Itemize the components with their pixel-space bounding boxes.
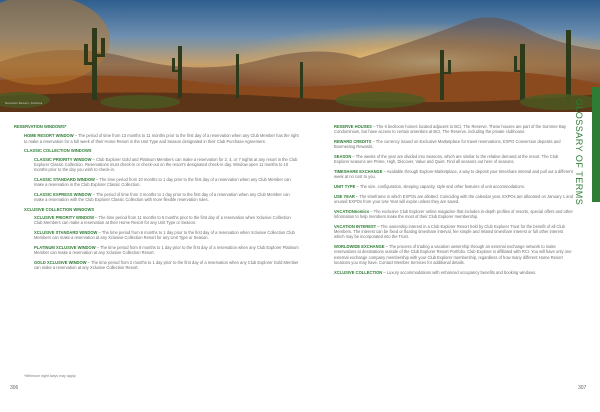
page-number-left: 306 xyxy=(10,385,19,391)
glossary-entry xyxy=(334,124,574,135)
photo-caption: Sonoran Desert, Arizona xyxy=(5,101,43,105)
definition: – The weeks of the year are divided into Seasons, which are similar to the relative demand at the resort. The Club Explorer seasons are Prime, High, Discover, Value and Quiet. Find all seasons out here of seasons. xyxy=(334,154,559,165)
classic-collection-heading: CLASSIC COLLECTION WINDOWS xyxy=(24,148,92,154)
glossary-entry xyxy=(334,244,574,265)
xclusive-collection-heading: XCLUSIVE COLLECTION WINDOWS xyxy=(24,206,95,212)
definition: – The ownership interest in a Club Explorer Resort held by Club Explorer Trust for the benefit of all Club Members. The interest can be fixed or floating timeshare interval, fee simple and related timeshare interest or full other interest which may be incorporated into the Trust. xyxy=(334,223,565,240)
term: HOME RESORT WINDOW xyxy=(24,133,74,139)
platinum-xclusive-entry xyxy=(14,245,300,256)
term: REWARD CREDITS xyxy=(334,139,372,144)
definition: – The exclusive Club Explorer online magazine that includes in-depth profiles of resorts, special offers and other information to help members make the most of their Club Explorer membership. xyxy=(334,208,573,219)
definition: – The currency issued on Exclusive Marketplace for travel reservations, EXPO Conversion deposits and Boomerang Rewards. xyxy=(334,139,561,150)
home-resort-window-entry xyxy=(14,133,300,144)
glossary-entry xyxy=(334,184,574,189)
term: RESERVE HOUSES xyxy=(334,124,372,129)
xclusive-standard-entry xyxy=(14,230,300,241)
reservation-windows-heading: RESERVATION WINDOWS* xyxy=(14,124,67,129)
definition: – Luxury accommodations with enhanced occupancy benefits and booking windows. xyxy=(382,269,537,275)
definition: – The time period from 2 months to 1 day prior to the first day of a reservation when any Club Explorer Gold Member can make a reservation at any Xclusive Collection Resort. xyxy=(34,260,299,271)
desert-landscape-image xyxy=(0,0,600,112)
term: VACATIONnomics xyxy=(334,208,370,214)
term: USE YEAR xyxy=(334,193,355,199)
term: CLASSIC STANDARD WINDOW xyxy=(34,176,95,182)
definition: – The time period from 10 months to 1 day prior to the first day of a reservation when any Club Member can make a reservation in the Club Explorer Classic Collection. xyxy=(34,176,291,187)
term: GOLD XCLUSIVE WINDOW xyxy=(34,260,87,265)
term: CLASSIC PRIORITY WINDOW xyxy=(34,156,92,162)
definition: – The time period from 8 months to 1 day prior to the first day of a reservation when any Club Explorer Platinum Member can make a reservation at any Xclusive Collection Resort. xyxy=(34,245,299,256)
definition: – Club Explorer Gold and Platinum Members can make a reservation for 2, 4, or 7 nights at any resort in the Club Explorer Classic Collection. Reservations must check-in or check-out on the resort's designated check-in day. Window open 11 months to 10 months prior to the day you wish to check-in. xyxy=(34,156,298,172)
definition: – The time period from 11 months to 6 months prior to the first day of a reservation when Xclusive Collection Club Members can make a reservation at their Home Resort for any Unit Type or Season. xyxy=(34,215,291,226)
definition: – The size, configuration, sleeping capacity, style and other features of unit accommodations. xyxy=(355,184,525,189)
classic-priority-entry xyxy=(14,157,300,173)
glossary-entry xyxy=(334,224,574,240)
term: TIMESHARE EXCHANGE xyxy=(334,169,383,174)
term: XCLUSIVE STANDARD WINDOW xyxy=(34,230,98,235)
term: XCLUSIVE PRIORITY WINDOW xyxy=(34,215,94,220)
glossary-entry xyxy=(334,194,574,205)
term: VACATION INTEREST xyxy=(334,223,377,229)
header-photo xyxy=(0,0,600,112)
term: WORLDWIDE EXCHANGE xyxy=(334,244,385,249)
definition: – The timeframe in which EXPOs are allotted. Coinciding with the calendar year, EXPOs are allocated on January 1 and unused EXPOs from your Use Year will expire unless they are saved. xyxy=(334,193,574,204)
xclusive-priority-entry xyxy=(14,215,300,226)
glossary-entry xyxy=(334,169,574,180)
term: UNIT TYPE xyxy=(334,184,356,189)
term: CLASSIC EXPRESS WINDOW xyxy=(34,191,92,197)
term: SEASON xyxy=(334,154,352,159)
left-page xyxy=(14,124,300,275)
definition: – Available through Explore Marketplace, a way to deposit your timeshare interval and pull out a different week at no cost to you. xyxy=(334,169,573,180)
definition: – The process of trading a vacation ownership through an external exchange network to make reservations at destinations outside of the Club Explorer Resort Portfolio. Club Explorer is affiliated with RCI. You will have only one external exchange company membership with your Club Explorer membership, regardless of how many different Home Resort locations you may have. Contact Member Services for additional details. xyxy=(334,244,572,265)
glossary-entry xyxy=(334,270,574,275)
chapter-tab xyxy=(592,87,600,202)
term: XCLUSIVE COLLECTION xyxy=(334,269,383,275)
glossary-entry xyxy=(334,209,574,220)
gold-xclusive-entry xyxy=(14,260,300,271)
classic-express-entry xyxy=(14,192,300,203)
definition: – The 6 bedroom homes located adjacent to BCI, The Reserve. These houses are part of the Summer Bay Condominium, but have access to certain amenities at BCI, The Reserve, including the private clubhouse. xyxy=(334,124,567,135)
glossary-vertical-title: GLOSSARY OF TERMS xyxy=(574,98,584,206)
page-number-right: 307 xyxy=(578,385,587,391)
definition: – The period of time from 3 months to 1 day prior to the first day of a reservation when any Club Member can make a reservation with the Club Explorer Classic Collection with more flexible reservation rules. xyxy=(34,191,290,202)
footnote: *Minimum night stays may apply. xyxy=(24,374,77,378)
definition: – The time period from 6 months to 1 day prior to the first day of a reservation when Xclusive Collection Club Members can make a reservation at any Xclusive Collection Resort for any Unit Type or Season. xyxy=(34,230,295,241)
right-page xyxy=(334,124,574,279)
term: PLATINUM XCLUSIVE WINDOW xyxy=(34,245,96,250)
classic-standard-entry xyxy=(14,177,300,188)
definition: – The period of time from 13 months to 11 months prior to the first day of a reservation when any Club Member has the right to make a reservation for a full week of their Home Resort in the Unit Type and Season designated in their Club Purchase Agreement. xyxy=(24,133,299,144)
glossary-entry xyxy=(334,154,574,165)
glossary-entry xyxy=(334,139,574,150)
